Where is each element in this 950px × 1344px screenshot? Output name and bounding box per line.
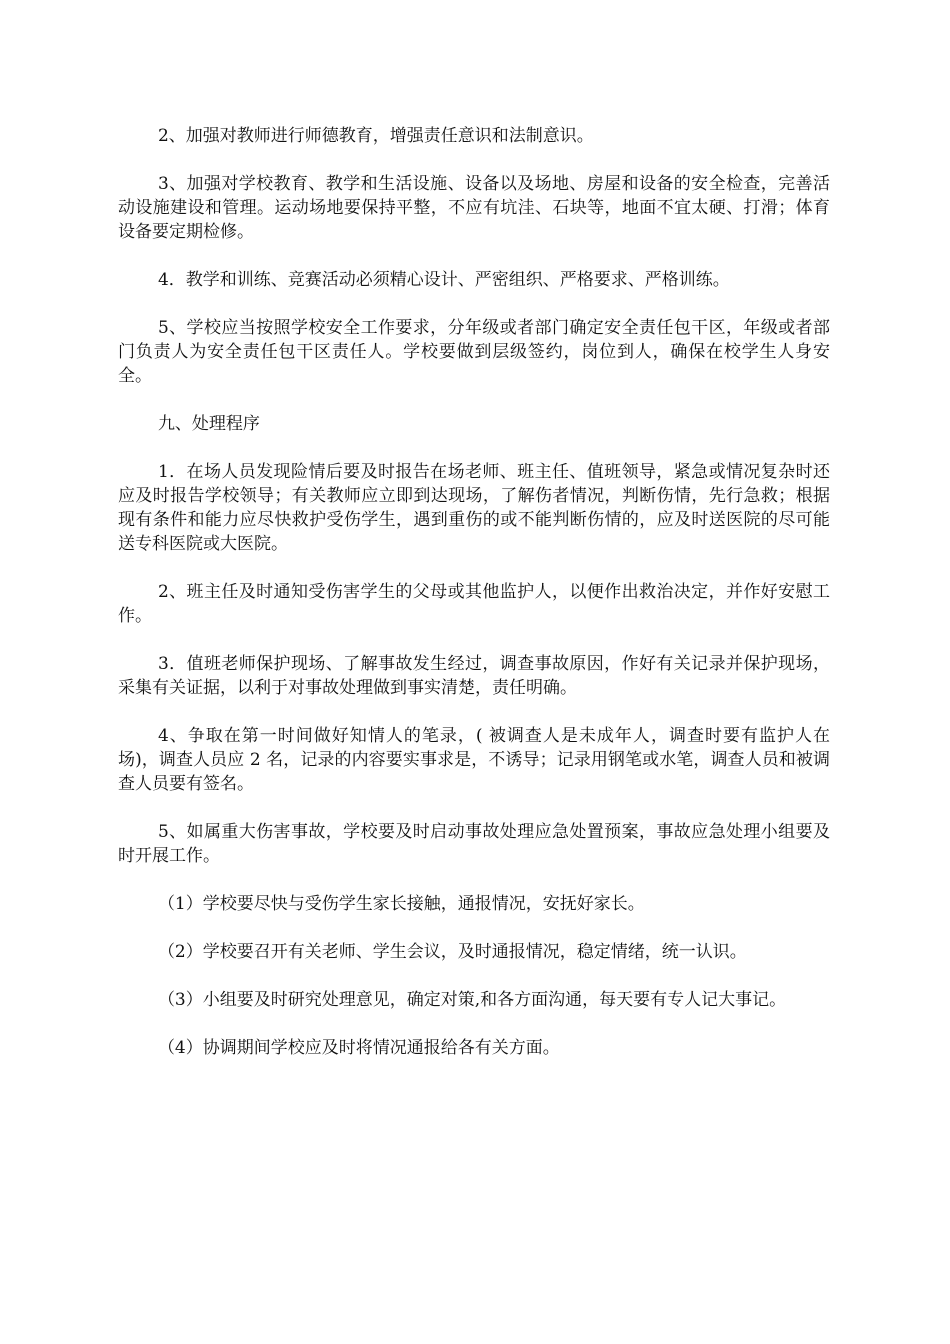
section-heading-procedure: 九、处理程序 xyxy=(157,414,260,434)
list-item-hold-meeting: （2）学校要召开有关老师、学生会议，及时通报情况，稳定情绪，统一认识。 xyxy=(157,942,747,962)
paragraph-emergency-plan: 5、如属重大伤害事故，学校要及时启动事故处理应急处置预案，事故应急处理小组要及时开展工作。 xyxy=(118,822,830,866)
paragraph-facility-inspection: 3、加强对学校教育、教学和生活设施、设备以及场地、房屋和设备的安全检查，完善活动设施建设和管理。运动场地要保持平整，不应有坑洼、石块等，地面不宜太硬、打滑；体育设备要定期检修。 xyxy=(118,174,830,242)
paragraph-notify-guardians: 2、班主任及时通知受伤害学生的父母或其他监护人，以便作出救治决定，并作好安慰工作。 xyxy=(118,582,830,626)
list-item-notify-parties: （4）协调期间学校应及时将情况通报给各有关方面。 xyxy=(157,1038,560,1058)
paragraph-training-activities: 4．教学和训练、竞赛活动必须精心设计、严密组织、严格要求、严格训练。 xyxy=(157,270,730,290)
paragraph-witness-records: 4、争取在第一时间做好知情人的笔录，( 被调查人是未成年人，调查时要有监护人在场)，调查人员应 2 名，记录的内容要实事求是，不诱导；记录用钢笔或水笔，调查人员和被调查人员要有签名。 xyxy=(118,726,830,794)
list-item-study-opinions: （3）小组要及时研究处理意见，确定对策,和各方面沟通，每天要有专人记大事记。 xyxy=(157,990,787,1010)
document-body xyxy=(118,124,830,1084)
paragraph-protect-scene: 3．值班老师保护现场、了解事故发生经过，调查事故原因，作好有关记录并保护现场，采集有关证据，以利于对事故处理做到事实清楚，责任明确。 xyxy=(118,654,830,698)
paragraph-teacher-ethics: 2、加强对教师进行师德教育，增强责任意识和法制意识。 xyxy=(157,126,594,146)
paragraph-report-and-rescue: 1．在场人员发现险情后要及时报告在场老师、班主任、值班领导，紧急或情况复杂时还应及时报告学校领导；有关教师应立即到达现场，了解伤者情况，判断伤情，先行急救；根据现有条件和能力应尽快救护受伤学生，遇到重伤的或不能判断伤情的，应及时送医院的尽可能送专科医院或大医院。 xyxy=(118,462,830,554)
paragraph-safety-responsibility: 5、学校应当按照学校安全工作要求，分年级或者部门确定安全责任包干区，年级或者部门负责人为安全责任包干区责任人。学校要做到层级签约，岗位到人，确保在校学生人身安全。 xyxy=(118,318,830,386)
list-item-contact-parents: （1）学校要尽快与受伤学生家长接触，通报情况，安抚好家长。 xyxy=(157,894,645,914)
